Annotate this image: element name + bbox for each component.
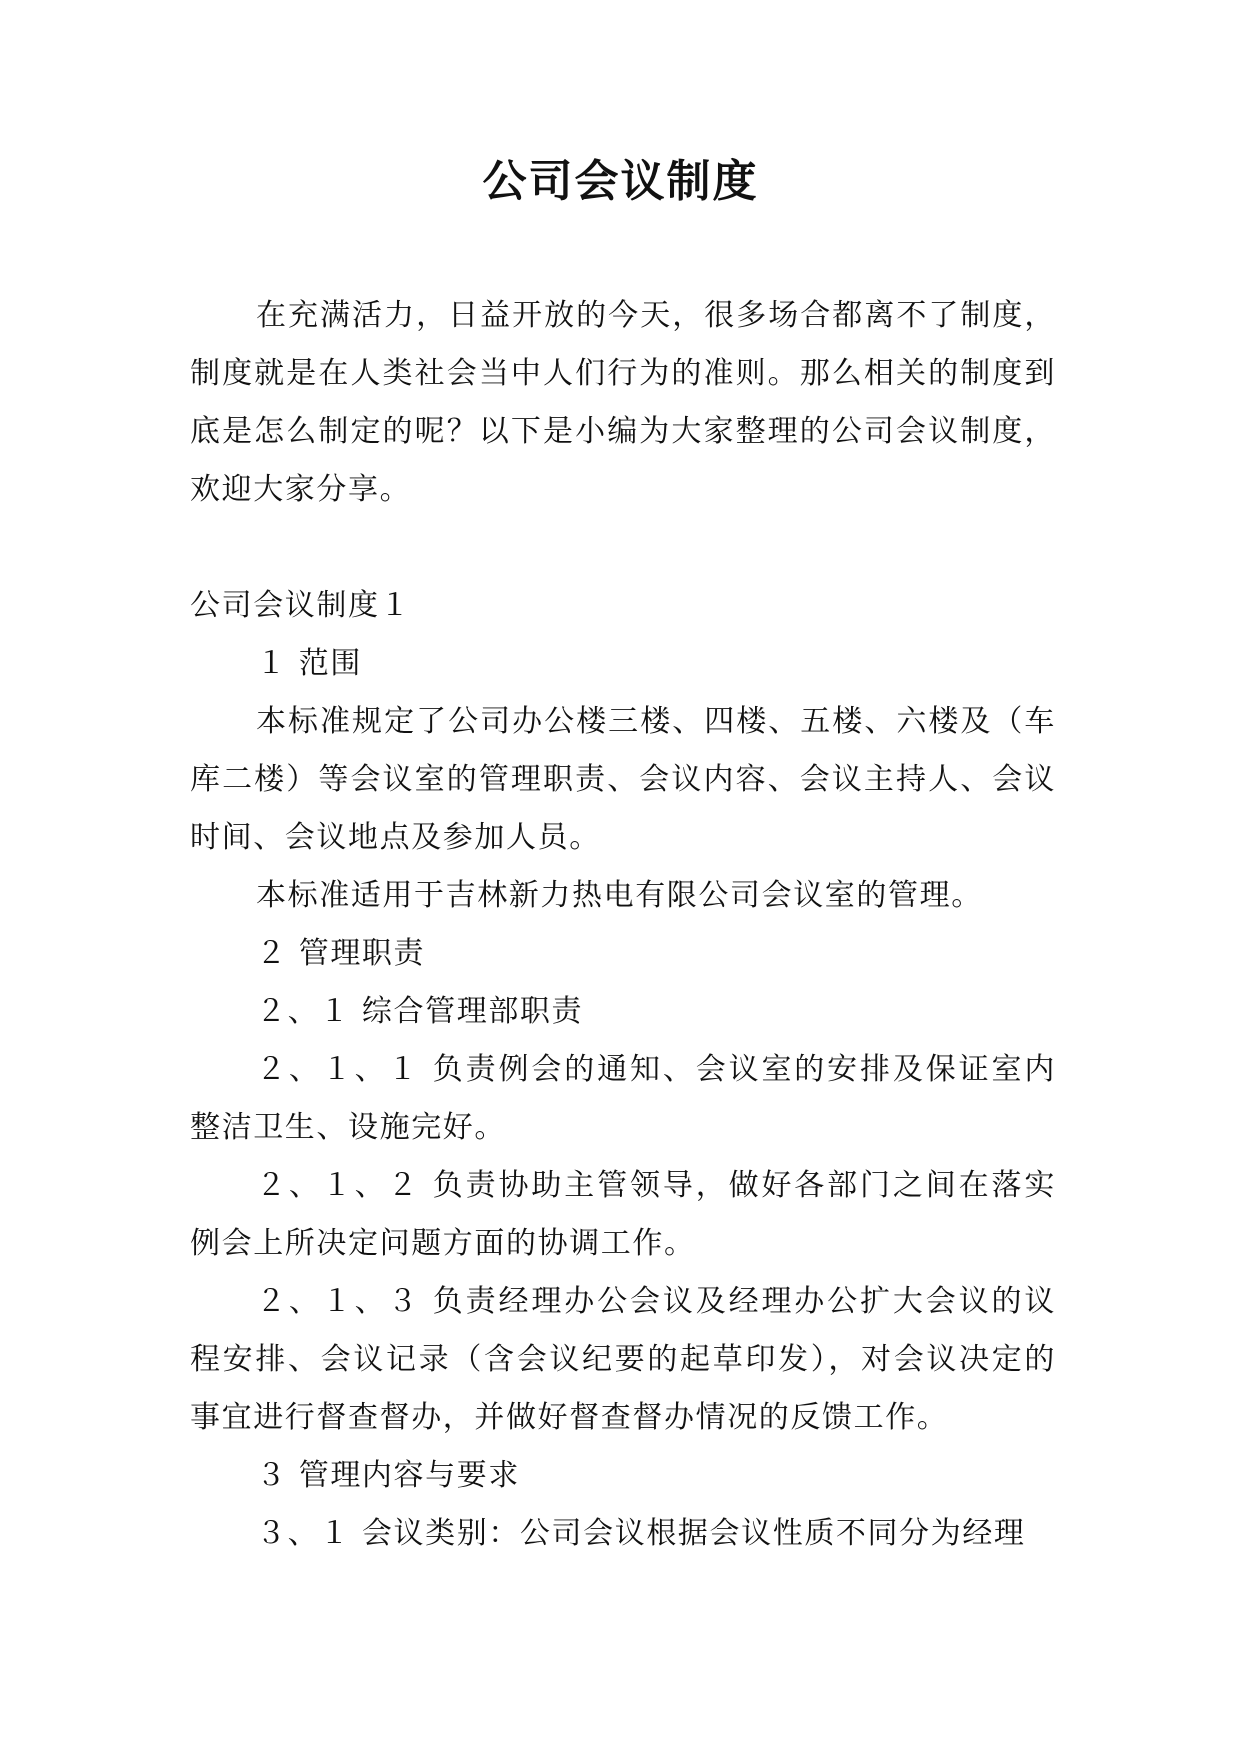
clause-3-1: ３、１ 会议类别：公司会议根据会议性质不同分为经理	[256, 1516, 1026, 1551]
clause-2-1-3: ２、１、３ 负责经理办公会议及经理办公扩大会议的议程安排、会议记录（含会议纪要的起草印发），对会议决定的事宜进行督查督办，并做好督查督办情况的反馈工作。	[190, 1284, 1056, 1435]
section-heading: 公司会议制度１	[190, 588, 412, 623]
clause-2-1: ２、１ 综合管理部职责	[256, 994, 584, 1029]
paragraph-scope-application: 本标准适用于吉林新力热电有限公司会议室的管理。	[256, 878, 983, 913]
clause-heading-responsibilities: ２ 管理职责	[256, 936, 426, 971]
clause-2-1-2: ２、１、２ 负责协助主管领导，做好各部门之间在落实例会上所决定问题方面的协调工作。	[190, 1168, 1056, 1261]
document-title: 公司会议制度	[482, 156, 759, 207]
clause-2-1-1: ２、１、１ 负责例会的通知、会议室的安排及保证室内整洁卫生、设施完好。	[190, 1052, 1056, 1145]
intro-paragraph: 在充满活力，日益开放的今天，很多场合都离不了制度，制度就是在人类社会当中人们行为的准则。那么相关的制度到底是怎么制定的呢？以下是小编为大家整理的公司会议制度，欢迎大家分享。	[190, 298, 1056, 507]
clause-heading-content: ３ 管理内容与要求	[256, 1458, 520, 1493]
paragraph-scope-definition: 本标准规定了公司办公楼三楼、四楼、五楼、六楼及（车库二楼）等会议室的管理职责、会议内容、会议主持人、会议时间、会议地点及参加人员。	[190, 704, 1056, 855]
document-body	[190, 287, 1056, 1563]
clause-heading-scope: １ 范围	[256, 646, 362, 681]
